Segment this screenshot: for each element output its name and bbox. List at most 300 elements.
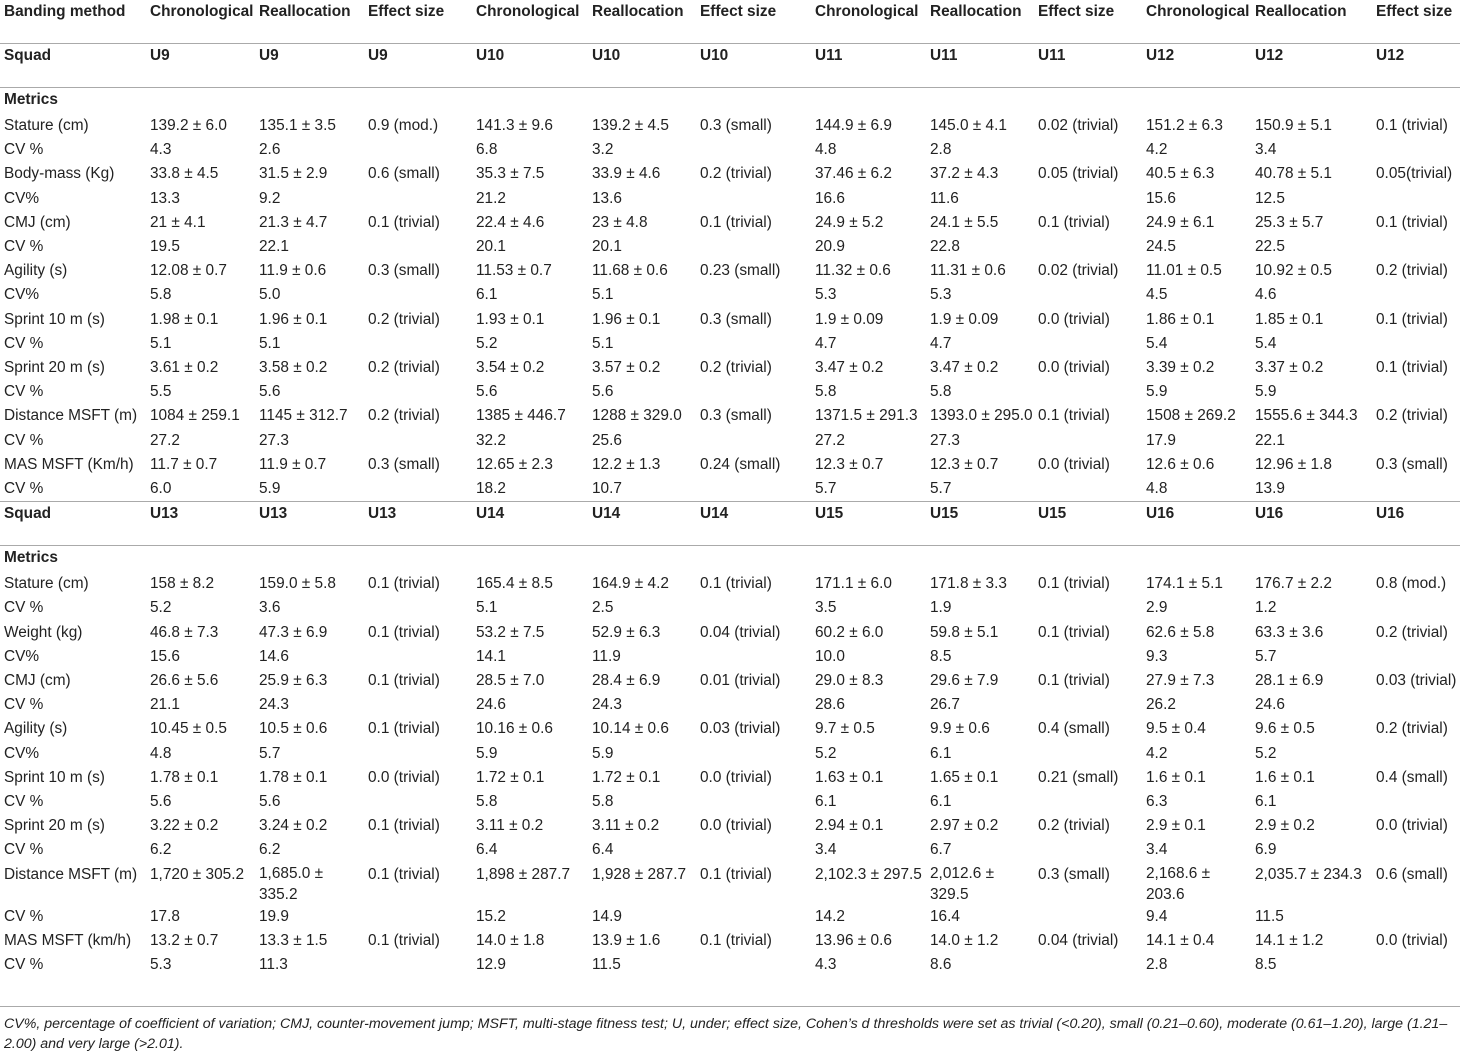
table-cell: 0.1 (trivial) (368, 817, 440, 835)
column-header: Reallocation (255, 0, 364, 44)
table-cell: 24.9 ± 6.1 (1146, 213, 1215, 231)
table-cell: 27.3 (259, 431, 289, 449)
squad-cell: U9 (364, 44, 472, 88)
table-cell: 1.96 ± 0.1 (259, 310, 328, 328)
table-cell: 1084 ± 259.1 (150, 407, 240, 425)
metrics-heading-row (0, 88, 1460, 115)
table-cell: 6.7 (930, 841, 952, 859)
row-label: CV % (4, 599, 44, 617)
row-label: CV % (4, 793, 44, 811)
table-cell: 21.1 (150, 696, 180, 714)
table-cell: 14.2 (815, 907, 845, 925)
table-cell: 63.3 ± 3.6 (1255, 623, 1324, 641)
table-cell: 8.5 (1255, 956, 1277, 974)
table-row (0, 669, 1460, 693)
squad-cell: U16 (1251, 502, 1372, 546)
table-cell: 10.14 ± 0.6 (592, 720, 669, 738)
squad-cell: U11 (1034, 44, 1142, 88)
row-label: Sprint 10 m (s) (4, 310, 105, 328)
table-cell: 2.9 ± 0.2 (1255, 817, 1315, 835)
table-row (0, 283, 1460, 307)
table-cell (1034, 596, 1142, 620)
table-cell: 1,685.0 ± 335.2 (259, 864, 324, 903)
row-label: Weight (kg) (4, 623, 83, 641)
table-cell: 5.6 (476, 383, 498, 401)
table-cell: 164.9 ± 4.2 (592, 575, 669, 593)
table-cell: 0.23 (small) (700, 262, 781, 280)
empty-cell (1034, 546, 1142, 573)
table-cell: 15.2 (476, 907, 506, 925)
table-row (0, 766, 1460, 790)
table-row (0, 114, 1460, 138)
table-cell: 10.92 ± 0.5 (1255, 262, 1332, 280)
table-cell (1034, 187, 1142, 211)
table-cell: 3.58 ± 0.2 (259, 359, 328, 377)
table-cell: 0.03 (trivial) (700, 720, 781, 738)
table-cell: 11.31 ± 0.6 (930, 262, 1006, 280)
table-row (0, 645, 1460, 669)
table-cell: 1.2 (1255, 599, 1277, 617)
table-cell: 12.3 ± 0.7 (815, 455, 884, 473)
table-cell: 144.9 ± 6.9 (815, 117, 892, 134)
empty-cell (1034, 88, 1142, 115)
table-cell: 5.9 (1146, 383, 1168, 401)
table-cell: 5.1 (259, 334, 281, 352)
table-cell (1034, 138, 1142, 162)
row-label: Agility (s) (4, 720, 68, 738)
table-cell: 0.1 (trivial) (1376, 213, 1448, 231)
table-cell: 14.6 (259, 647, 289, 665)
table-cell: 4.5 (1146, 286, 1168, 304)
table-cell (696, 429, 811, 453)
table-footnote: CV%, percentage of coefficient of variation; CMJ, counter-movement jump; MSFT, multi-stage fitness test; U, under; effect size, Cohen’s d thresholds were set as trivial (<0.20), small (0.21–0.60), moderate (0.61–1.20), large (1.21–2.00) and very large (>2.01). (4, 1016, 1448, 1052)
table-row (0, 953, 1460, 977)
empty-cell (1142, 88, 1251, 115)
squad-cell: U10 (696, 44, 811, 88)
empty-cell (696, 546, 811, 573)
table-cell: 0.4 (small) (1038, 720, 1110, 738)
table-cell: 24.9 ± 5.2 (815, 213, 884, 231)
table-cell: 0.6 (small) (1376, 865, 1448, 883)
table-cell: 40.78 ± 5.1 (1255, 165, 1332, 183)
table-cell: 1.96 ± 0.1 (592, 310, 661, 328)
table-cell (1372, 283, 1460, 307)
table-cell (696, 283, 811, 307)
table-cell: 6.0 (150, 480, 172, 498)
table-row (0, 838, 1460, 862)
table-cell: 33.9 ± 4.6 (592, 165, 661, 183)
table-cell: 174.1 ± 5.1 (1146, 575, 1223, 593)
table-cell: 0.1 (trivial) (1376, 310, 1448, 328)
table-cell: 5.6 (259, 793, 281, 811)
empty-cell (811, 546, 926, 573)
table-cell (696, 905, 811, 929)
table-cell: 0.3 (small) (1376, 455, 1448, 473)
table-cell: 5.4 (1146, 334, 1168, 352)
table-cell: 25.6 (592, 431, 622, 449)
table-cell: 3.57 ± 0.2 (592, 359, 661, 377)
table-cell: 3.37 ± 0.2 (1255, 359, 1324, 377)
table-cell: 21.2 (476, 189, 506, 207)
table-cell: 5.3 (930, 286, 952, 304)
squad-cell: U12 (1142, 44, 1251, 88)
table-cell: 37.2 ± 4.3 (930, 165, 999, 183)
table-cell (1034, 332, 1142, 356)
table-cell: 6.2 (259, 841, 281, 859)
table-cell (1372, 905, 1460, 929)
table-cell: 3.54 ± 0.2 (476, 359, 545, 377)
row-label: CMJ (cm) (4, 213, 71, 231)
table-cell: 0.3 (small) (368, 455, 440, 473)
empty-cell (1372, 546, 1460, 573)
table-cell: 0.1 (trivial) (700, 575, 772, 593)
table-cell: 3.61 ± 0.2 (150, 359, 219, 377)
table-cell: 28.6 (815, 696, 845, 714)
table-cell: 4.3 (150, 141, 172, 159)
table-cell: 1,720 ± 305.2 (150, 865, 245, 883)
table-cell: 22.5 (1255, 238, 1285, 256)
empty-cell (1142, 546, 1251, 573)
table-cell: 0.0 (trivial) (700, 768, 772, 786)
table-cell: 0.03 (trivial) (1376, 672, 1457, 690)
table-cell: 29.0 ± 8.3 (815, 672, 884, 690)
table-cell (364, 953, 472, 977)
squad-cell: U15 (811, 502, 926, 546)
table-cell (1372, 138, 1460, 162)
table-cell: 40.5 ± 6.3 (1146, 165, 1215, 183)
table-row (0, 259, 1460, 283)
table-cell: 0.4 (small) (1376, 768, 1448, 786)
table-cell: 0.1 (trivial) (1038, 213, 1110, 231)
table-cell: 15.6 (150, 647, 180, 665)
empty-cell (255, 88, 364, 115)
row-label: Agility (s) (4, 262, 68, 280)
table-row (0, 187, 1460, 211)
table-cell: 0.1 (trivial) (1038, 672, 1110, 690)
table-row (0, 162, 1460, 186)
squad-cell: U13 (364, 502, 472, 546)
table-cell: 0.9 (mod.) (368, 117, 439, 134)
table-cell: 176.7 ± 2.2 (1255, 575, 1332, 593)
table-cell: 14.0 ± 1.8 (476, 931, 545, 949)
row-label: Stature (cm) (4, 117, 89, 134)
table-cell: 1555.6 ± 344.3 (1255, 407, 1358, 425)
table-cell: 9.7 ± 0.5 (815, 720, 875, 738)
table-cell (696, 380, 811, 404)
row-label: CMJ (cm) (4, 672, 71, 690)
table-cell: 6.1 (476, 286, 498, 304)
table-cell: 3.24 ± 0.2 (259, 817, 328, 835)
table-cell: 5.8 (592, 793, 614, 811)
table-cell: 25.9 ± 6.3 (259, 672, 328, 690)
table-cell: 37.46 ± 6.2 (815, 165, 892, 183)
table-cell: 10.0 (815, 647, 845, 665)
table-cell (696, 790, 811, 814)
table-cell: 3.4 (1146, 841, 1168, 859)
table-cell: 171.8 ± 3.3 (930, 575, 1007, 593)
table-cell: 4.2 (1146, 141, 1168, 159)
row-label: MAS MSFT (km/h) (4, 931, 132, 949)
table-cell (1372, 429, 1460, 453)
table-cell: 0.3 (small) (700, 117, 772, 134)
table-cell: 1.86 ± 0.1 (1146, 310, 1215, 328)
table-cell: 6.8 (476, 141, 498, 159)
table-cell (364, 138, 472, 162)
table-cell: 0.05 (trivial) (1038, 165, 1119, 183)
table-cell: 5.9 (592, 744, 614, 762)
table-row (0, 211, 1460, 235)
table-cell: 0.2 (trivial) (368, 407, 440, 425)
table-cell: 31.5 ± 2.9 (259, 165, 328, 183)
row-label: CV % (4, 480, 44, 498)
row-label: CV % (4, 383, 44, 401)
row-label: CV % (4, 238, 44, 256)
table-cell: 2,102.3 ± 297.5 (815, 865, 922, 883)
table-cell: 10.45 ± 0.5 (150, 720, 227, 738)
table-cell: 2.8 (1146, 956, 1168, 974)
table-cell: 2.6 (259, 141, 281, 159)
table-cell (364, 790, 472, 814)
table-cell: 26.2 (1146, 696, 1176, 714)
empty-cell (364, 546, 472, 573)
table-cell: 4.7 (815, 334, 837, 352)
table-cell: 14.1 ± 1.2 (1255, 931, 1324, 949)
metrics-label: Metrics (4, 91, 58, 108)
table-cell: 16.6 (815, 189, 845, 207)
table-cell: 0.21 (small) (1038, 768, 1119, 786)
table-cell: 0.0 (trivial) (1038, 310, 1110, 328)
squad-cell: U11 (811, 44, 926, 88)
table-cell: 21.3 ± 4.7 (259, 213, 328, 231)
table-cell: 28.1 ± 6.9 (1255, 672, 1324, 690)
table-cell: 27.3 (930, 431, 960, 449)
row-label: CV % (4, 141, 44, 159)
table-cell (1034, 380, 1142, 404)
table-cell (1372, 596, 1460, 620)
table-cell: 2.5 (592, 599, 614, 617)
table-cell: 4.6 (1255, 286, 1277, 304)
footnote-divider (0, 1006, 1460, 1007)
table-cell: 3.22 ± 0.2 (150, 817, 219, 835)
table-cell: 3.47 ± 0.2 (815, 359, 884, 377)
table-cell: 150.9 ± 5.1 (1255, 117, 1332, 134)
table-cell (1372, 953, 1460, 977)
table-cell: 6.1 (815, 793, 837, 811)
table-cell: 0.2 (trivial) (1376, 720, 1448, 738)
table-cell (364, 187, 472, 211)
table-cell (364, 235, 472, 259)
table-cell: 0.0 (trivial) (700, 817, 772, 835)
table-cell: 0.1 (trivial) (1038, 623, 1110, 641)
table-cell: 0.0 (trivial) (1038, 359, 1110, 377)
table-cell: 1393.0 ± 295.0 (930, 407, 1033, 425)
table-cell: 19.5 (150, 238, 180, 256)
table-cell (1034, 790, 1142, 814)
squad-cell: U15 (926, 502, 1034, 546)
table-cell: 0.3 (small) (1038, 865, 1110, 883)
table-row (0, 596, 1460, 620)
column-header: Effect size (696, 0, 811, 44)
table-cell: 6.3 (1146, 793, 1168, 811)
table-cell: 26.6 ± 5.6 (150, 672, 219, 690)
table-cell: 0.04 (trivial) (700, 623, 781, 641)
table-cell: 0.3 (small) (700, 310, 772, 328)
table-cell: 33.8 ± 4.5 (150, 165, 219, 183)
squad-label: Squad (0, 502, 146, 546)
table-row (0, 138, 1460, 162)
table-cell: 5.2 (1255, 744, 1277, 762)
empty-cell (472, 546, 588, 573)
row-label: Distance MSFT (m) (4, 407, 138, 425)
table-cell: 139.2 ± 6.0 (150, 117, 227, 134)
table-cell: 0.1 (trivial) (1376, 359, 1448, 377)
table-cell: 0.0 (trivial) (368, 768, 440, 786)
squad-cell: U14 (588, 502, 696, 546)
empty-cell (588, 88, 696, 115)
table-cell (1372, 742, 1460, 766)
squad-label: Squad (0, 44, 146, 88)
table-cell: 158 ± 8.2 (150, 575, 215, 593)
table-cell: 6.9 (1255, 841, 1277, 859)
table-cell: 0.1 (trivial) (1038, 407, 1110, 425)
table-cell: 5.8 (476, 793, 498, 811)
table-cell: 18.2 (476, 480, 506, 498)
table-cell: 1.9 (930, 599, 952, 617)
table-cell: 20.1 (592, 238, 622, 256)
table-cell (696, 953, 811, 977)
table-cell: 8.5 (930, 647, 952, 665)
table-cell (696, 693, 811, 717)
table-cell: 11.5 (1255, 907, 1284, 925)
table-cell: 0.1 (trivial) (368, 931, 440, 949)
table-cell: 60.2 ± 6.0 (815, 623, 884, 641)
table-cell: 17.8 (150, 907, 180, 925)
table-cell: 13.2 ± 0.7 (150, 931, 219, 949)
table-cell: 4.8 (150, 744, 172, 762)
table-cell: 27.9 ± 7.3 (1146, 672, 1215, 690)
table-row (0, 308, 1460, 332)
squad-cell: U9 (255, 44, 364, 88)
table-cell (1372, 380, 1460, 404)
table-cell: 9.9 ± 0.6 (930, 720, 990, 738)
table-cell: 0.01 (trivial) (700, 672, 781, 690)
table-cell: 10.5 ± 0.6 (259, 720, 328, 738)
table-cell: 12.9 (476, 956, 506, 974)
squad-cell: U13 (255, 502, 364, 546)
table-cell: 5.9 (476, 744, 498, 762)
squad-cell: U15 (1034, 502, 1142, 546)
table-cell: 3.4 (1255, 141, 1277, 159)
table-cell (696, 477, 811, 502)
table-cell: 4.7 (930, 334, 952, 352)
empty-cell (811, 88, 926, 115)
table-cell: 1.6 ± 0.1 (1146, 768, 1206, 786)
table-cell (364, 596, 472, 620)
table-cell: 47.3 ± 6.9 (259, 623, 328, 641)
table-cell: 1.72 ± 0.1 (476, 768, 545, 786)
squad-cell: U11 (926, 44, 1034, 88)
table-cell: 11.53 ± 0.7 (476, 262, 552, 280)
table-cell: 6.1 (1255, 793, 1277, 811)
squad-cell: U13 (146, 502, 255, 546)
table-row (0, 717, 1460, 741)
empty-cell (472, 88, 588, 115)
table-cell: 28.4 ± 6.9 (592, 672, 661, 690)
empty-cell (926, 546, 1034, 573)
table-cell: 5.5 (150, 383, 172, 401)
table-cell: 25.3 ± 5.7 (1255, 213, 1324, 231)
table-cell: 13.3 ± 1.5 (259, 931, 328, 949)
table-cell: 0.1 (trivial) (700, 865, 772, 883)
table-cell: 11.68 ± 0.6 (592, 262, 668, 280)
table-cell (696, 742, 811, 766)
table-cell: 0.1 (trivial) (1038, 575, 1110, 593)
empty-cell (1251, 546, 1372, 573)
table-cell: 1.85 ± 0.1 (1255, 310, 1324, 328)
table-cell: 5.1 (592, 334, 614, 352)
table-cell: 2.9 (1146, 599, 1168, 617)
table-cell (1034, 235, 1142, 259)
table-cell: 0.2 (trivial) (1038, 817, 1110, 835)
row-label: Sprint 10 m (s) (4, 768, 105, 786)
row-label: Distance MSFT (m) (4, 865, 138, 883)
table-cell (696, 138, 811, 162)
table-cell: 1.9 ± 0.09 (930, 310, 999, 328)
table-cell: 1385 ± 446.7 (476, 407, 566, 425)
table-cell: 5.0 (259, 286, 281, 304)
table-cell: 12.65 ± 2.3 (476, 455, 553, 473)
table-cell: 53.2 ± 7.5 (476, 623, 545, 641)
table-cell (1372, 693, 1460, 717)
table-cell: 1,928 ± 287.7 (592, 865, 687, 883)
table-cell: 1.78 ± 0.1 (259, 768, 328, 786)
table-cell (364, 477, 472, 502)
table-cell: 2,012.6 ± 329.5 (930, 864, 995, 903)
table-cell: 2.97 ± 0.2 (930, 817, 999, 835)
row-label: MAS MSFT (Km/h) (4, 455, 134, 473)
table-cell: 2,168.6 ± 203.6 (1146, 864, 1211, 903)
table-cell: 12.6 ± 0.6 (1146, 455, 1215, 473)
table-cell: 12.2 ± 1.3 (592, 455, 661, 473)
table-cell: 5.7 (930, 480, 952, 498)
table-cell: 27.2 (150, 431, 180, 449)
table-cell: 9.3 (1146, 647, 1168, 665)
table-cell: 139.2 ± 4.5 (592, 117, 669, 134)
table-cell: 26.7 (930, 696, 960, 714)
table-cell: 1145 ± 312.7 (259, 407, 348, 425)
table-cell: 10.16 ± 0.6 (476, 720, 553, 738)
table-cell: 22.1 (259, 238, 289, 256)
table-cell: 22.1 (1255, 431, 1285, 449)
table-row (0, 621, 1460, 645)
table-cell: 29.6 ± 7.9 (930, 672, 999, 690)
row-label: CV % (4, 841, 44, 859)
table-cell: 59.8 ± 5.1 (930, 623, 999, 641)
table-cell: 2,035.7 ± 234.3 (1255, 865, 1362, 883)
row-label: CV % (4, 907, 44, 925)
table-cell: 46.8 ± 7.3 (150, 623, 219, 641)
row-label: CV% (4, 286, 40, 304)
table-cell: 0.2 (trivial) (700, 359, 772, 377)
table-cell: 1.78 ± 0.1 (150, 768, 219, 786)
table-cell (696, 596, 811, 620)
table-cell: 3.5 (815, 599, 837, 617)
table-cell: 0.04 (trivial) (1038, 931, 1119, 949)
table-cell: 4.8 (815, 141, 837, 159)
table-cell (696, 645, 811, 669)
table-cell: 52.9 ± 6.3 (592, 623, 661, 641)
table-cell (1034, 905, 1142, 929)
